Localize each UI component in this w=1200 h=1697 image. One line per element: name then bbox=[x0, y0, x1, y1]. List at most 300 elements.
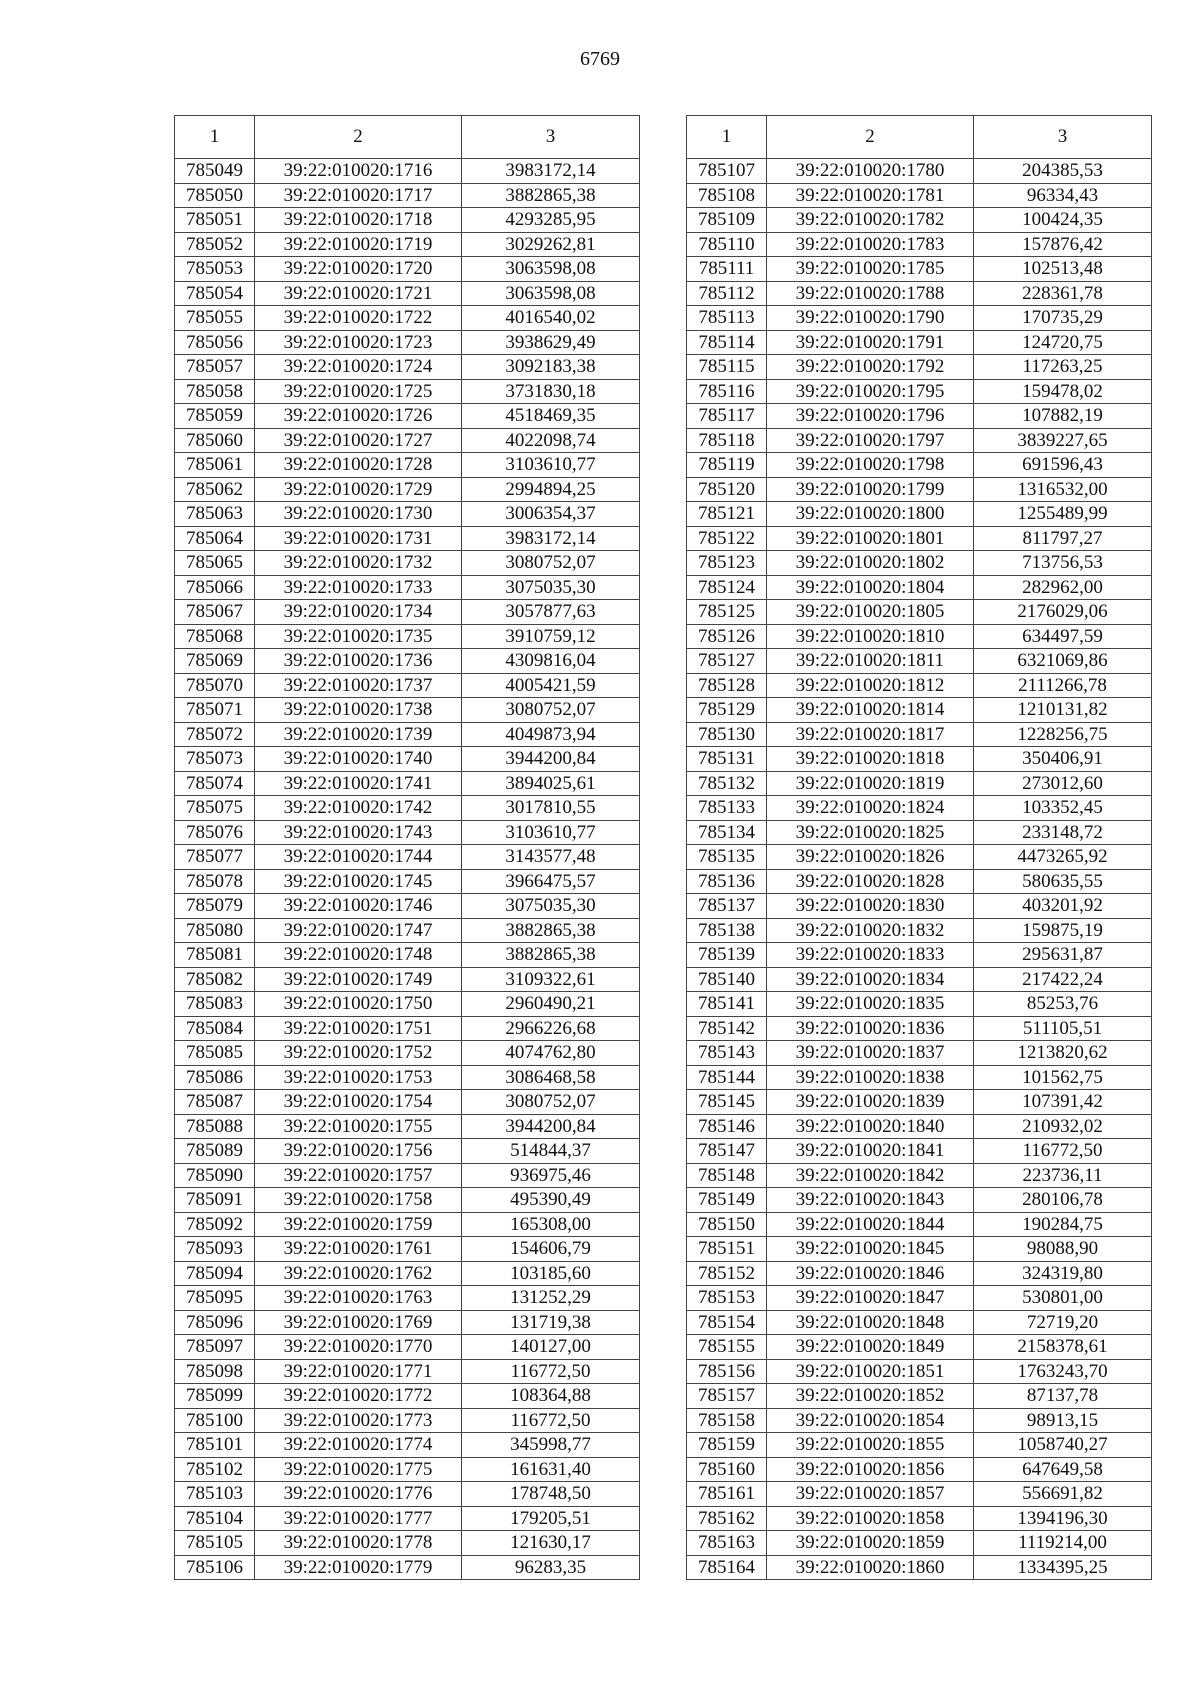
value-cell: 103185,60 bbox=[462, 1261, 640, 1286]
row-number-cell: 785161 bbox=[687, 1482, 767, 1507]
table-row bbox=[175, 967, 640, 992]
table-row bbox=[687, 1261, 1152, 1286]
cadastral-number-cell: 39:22:010020:1749 bbox=[255, 967, 462, 992]
table-row bbox=[175, 943, 640, 968]
cadastral-number-cell: 39:22:010020:1752 bbox=[255, 1041, 462, 1066]
value-cell: 1058740,27 bbox=[974, 1433, 1152, 1458]
row-number-cell: 785058 bbox=[175, 379, 255, 404]
cadastral-number-cell: 39:22:010020:1762 bbox=[255, 1261, 462, 1286]
cadastral-number-cell: 39:22:010020:1717 bbox=[255, 183, 462, 208]
cadastral-number-cell: 39:22:010020:1777 bbox=[255, 1506, 462, 1531]
value-cell: 324319,80 bbox=[974, 1261, 1152, 1286]
table-row bbox=[175, 894, 640, 919]
row-number-cell: 785121 bbox=[687, 502, 767, 527]
table-row bbox=[687, 796, 1152, 821]
row-number-cell: 785129 bbox=[687, 698, 767, 723]
table-row bbox=[175, 624, 640, 649]
row-number-cell: 785087 bbox=[175, 1090, 255, 1115]
value-cell: 165308,00 bbox=[462, 1212, 640, 1237]
cadastral-number-cell: 39:22:010020:1718 bbox=[255, 208, 462, 233]
row-number-cell: 785154 bbox=[687, 1310, 767, 1335]
table-row bbox=[175, 183, 640, 208]
cadastral-number-cell: 39:22:010020:1761 bbox=[255, 1237, 462, 1262]
row-number-cell: 785135 bbox=[687, 845, 767, 870]
value-cell: 179205,51 bbox=[462, 1506, 640, 1531]
table-row bbox=[175, 1041, 640, 1066]
table-row bbox=[175, 159, 640, 184]
row-number-cell: 785151 bbox=[687, 1237, 767, 1262]
row-number-cell: 785104 bbox=[175, 1506, 255, 1531]
table-row bbox=[175, 1237, 640, 1262]
cadastral-number-cell: 39:22:010020:1860 bbox=[767, 1555, 974, 1580]
cadastral-number-cell: 39:22:010020:1716 bbox=[255, 159, 462, 184]
value-cell: 103352,45 bbox=[974, 796, 1152, 821]
cadastral-number-cell: 39:22:010020:1796 bbox=[767, 404, 974, 429]
row-number-cell: 785123 bbox=[687, 551, 767, 576]
table-row bbox=[175, 1555, 640, 1580]
cadastral-number-cell: 39:22:010020:1779 bbox=[255, 1555, 462, 1580]
cadastral-number-cell: 39:22:010020:1759 bbox=[255, 1212, 462, 1237]
row-number-cell: 785085 bbox=[175, 1041, 255, 1066]
value-cell: 2158378,61 bbox=[974, 1335, 1152, 1360]
cadastral-number-cell: 39:22:010020:1758 bbox=[255, 1188, 462, 1213]
table-row bbox=[687, 673, 1152, 698]
row-number-cell: 785114 bbox=[687, 330, 767, 355]
cadastral-number-cell: 39:22:010020:1751 bbox=[255, 1016, 462, 1041]
row-number-cell: 785111 bbox=[687, 257, 767, 282]
table-row bbox=[175, 1286, 640, 1311]
value-cell: 96334,43 bbox=[974, 183, 1152, 208]
row-number-cell: 785131 bbox=[687, 747, 767, 772]
cadastral-number-cell: 39:22:010020:1780 bbox=[767, 159, 974, 184]
row-number-cell: 785080 bbox=[175, 918, 255, 943]
cadastral-number-cell: 39:22:010020:1775 bbox=[255, 1457, 462, 1482]
table-row bbox=[687, 1555, 1152, 1580]
cadastral-number-cell: 39:22:010020:1846 bbox=[767, 1261, 974, 1286]
row-number-cell: 785122 bbox=[687, 526, 767, 551]
value-cell: 3839227,65 bbox=[974, 428, 1152, 453]
row-number-cell: 785155 bbox=[687, 1335, 767, 1360]
value-cell: 273012,60 bbox=[974, 771, 1152, 796]
row-number-cell: 785150 bbox=[687, 1212, 767, 1237]
cadastral-number-cell: 39:22:010020:1756 bbox=[255, 1139, 462, 1164]
row-number-cell: 785056 bbox=[175, 330, 255, 355]
table-row bbox=[687, 820, 1152, 845]
value-cell: 2960490,21 bbox=[462, 992, 640, 1017]
value-cell: 4473265,92 bbox=[974, 845, 1152, 870]
row-number-cell: 785162 bbox=[687, 1506, 767, 1531]
value-cell: 154606,79 bbox=[462, 1237, 640, 1262]
value-cell: 96283,35 bbox=[462, 1555, 640, 1580]
row-number-cell: 785137 bbox=[687, 894, 767, 919]
row-number-cell: 785133 bbox=[687, 796, 767, 821]
value-cell: 98913,15 bbox=[974, 1408, 1152, 1433]
cadastral-number-cell: 39:22:010020:1843 bbox=[767, 1188, 974, 1213]
cadastral-number-cell: 39:22:010020:1795 bbox=[767, 379, 974, 404]
row-number-cell: 785128 bbox=[687, 673, 767, 698]
cadastral-number-cell: 39:22:010020:1731 bbox=[255, 526, 462, 551]
table-row bbox=[175, 820, 640, 845]
value-cell: 811797,27 bbox=[974, 526, 1152, 551]
cadastral-number-cell: 39:22:010020:1839 bbox=[767, 1090, 974, 1115]
value-cell: 3944200,84 bbox=[462, 1114, 640, 1139]
table-row bbox=[687, 1163, 1152, 1188]
table-row bbox=[175, 551, 640, 576]
cadastral-number-cell: 39:22:010020:1828 bbox=[767, 869, 974, 894]
row-number-cell: 785075 bbox=[175, 796, 255, 821]
value-cell: 131719,38 bbox=[462, 1310, 640, 1335]
table-row bbox=[687, 771, 1152, 796]
table-row bbox=[175, 1457, 640, 1482]
value-cell: 170735,29 bbox=[974, 306, 1152, 331]
cadastral-number-cell: 39:22:010020:1755 bbox=[255, 1114, 462, 1139]
row-number-cell: 785112 bbox=[687, 281, 767, 306]
table-row bbox=[175, 992, 640, 1017]
value-cell: 3006354,37 bbox=[462, 502, 640, 527]
table-row bbox=[687, 159, 1152, 184]
value-cell: 1213820,62 bbox=[974, 1041, 1152, 1066]
cadastral-number-cell: 39:22:010020:1788 bbox=[767, 281, 974, 306]
value-cell: 2994894,25 bbox=[462, 477, 640, 502]
cadastral-number-cell: 39:22:010020:1733 bbox=[255, 575, 462, 600]
value-cell: 713756,53 bbox=[974, 551, 1152, 576]
value-cell: 3910759,12 bbox=[462, 624, 640, 649]
table-row bbox=[175, 673, 640, 698]
value-cell: 350406,91 bbox=[974, 747, 1152, 772]
row-number-cell: 785126 bbox=[687, 624, 767, 649]
value-cell: 1210131,82 bbox=[974, 698, 1152, 723]
cadastral-number-cell: 39:22:010020:1856 bbox=[767, 1457, 974, 1482]
cadastral-number-cell: 39:22:010020:1849 bbox=[767, 1335, 974, 1360]
table-row bbox=[687, 992, 1152, 1017]
value-cell: 6321069,86 bbox=[974, 649, 1152, 674]
table-row bbox=[175, 502, 640, 527]
row-number-cell: 785146 bbox=[687, 1114, 767, 1139]
cadastral-number-cell: 39:22:010020:1754 bbox=[255, 1090, 462, 1115]
row-number-cell: 785120 bbox=[687, 477, 767, 502]
row-number-cell: 785068 bbox=[175, 624, 255, 649]
row-number-cell: 785115 bbox=[687, 355, 767, 380]
table-row bbox=[175, 1261, 640, 1286]
row-number-cell: 785081 bbox=[175, 943, 255, 968]
row-number-cell: 785076 bbox=[175, 820, 255, 845]
table-row bbox=[175, 796, 640, 821]
value-cell: 4518469,35 bbox=[462, 404, 640, 429]
value-cell: 3944200,84 bbox=[462, 747, 640, 772]
table-row bbox=[687, 1359, 1152, 1384]
cadastral-number-cell: 39:22:010020:1734 bbox=[255, 600, 462, 625]
value-cell: 3092183,38 bbox=[462, 355, 640, 380]
row-number-cell: 785100 bbox=[175, 1408, 255, 1433]
row-number-cell: 785101 bbox=[175, 1433, 255, 1458]
value-cell: 178748,50 bbox=[462, 1482, 640, 1507]
value-cell: 580635,55 bbox=[974, 869, 1152, 894]
row-number-cell: 785149 bbox=[687, 1188, 767, 1213]
row-number-cell: 785103 bbox=[175, 1482, 255, 1507]
row-number-cell: 785051 bbox=[175, 208, 255, 233]
value-cell: 4016540,02 bbox=[462, 306, 640, 331]
table-header-row bbox=[175, 116, 640, 159]
cadastral-number-cell: 39:22:010020:1771 bbox=[255, 1359, 462, 1384]
row-number-cell: 785140 bbox=[687, 967, 767, 992]
row-number-cell: 785077 bbox=[175, 845, 255, 870]
table-row bbox=[687, 1139, 1152, 1164]
table-row bbox=[175, 918, 640, 943]
right-table-body bbox=[687, 159, 1152, 1580]
cadastral-number-cell: 39:22:010020:1782 bbox=[767, 208, 974, 233]
table-row bbox=[687, 1016, 1152, 1041]
value-cell: 403201,92 bbox=[974, 894, 1152, 919]
cadastral-number-cell: 39:22:010020:1747 bbox=[255, 918, 462, 943]
value-cell: 107882,19 bbox=[974, 404, 1152, 429]
value-cell: 3103610,77 bbox=[462, 820, 640, 845]
table-row bbox=[687, 183, 1152, 208]
table-row bbox=[175, 355, 640, 380]
row-number-cell: 785132 bbox=[687, 771, 767, 796]
table-row bbox=[175, 575, 640, 600]
cadastral-number-cell: 39:22:010020:1837 bbox=[767, 1041, 974, 1066]
cadastral-number-cell: 39:22:010020:1746 bbox=[255, 894, 462, 919]
cadastral-number-cell: 39:22:010020:1781 bbox=[767, 183, 974, 208]
table-row bbox=[687, 722, 1152, 747]
table-row bbox=[175, 600, 640, 625]
table-row bbox=[175, 845, 640, 870]
cadastral-number-cell: 39:22:010020:1801 bbox=[767, 526, 974, 551]
table-row bbox=[687, 330, 1152, 355]
cadastral-number-cell: 39:22:010020:1750 bbox=[255, 992, 462, 1017]
value-cell: 116772,50 bbox=[974, 1139, 1152, 1164]
row-number-cell: 785083 bbox=[175, 992, 255, 1017]
cadastral-number-cell: 39:22:010020:1739 bbox=[255, 722, 462, 747]
value-cell: 3882865,38 bbox=[462, 183, 640, 208]
row-number-cell: 785153 bbox=[687, 1286, 767, 1311]
table-row bbox=[687, 1408, 1152, 1433]
table-row bbox=[175, 1310, 640, 1335]
value-cell: 102513,48 bbox=[974, 257, 1152, 282]
row-number-cell: 785148 bbox=[687, 1163, 767, 1188]
row-number-cell: 785094 bbox=[175, 1261, 255, 1286]
cadastral-number-cell: 39:22:010020:1819 bbox=[767, 771, 974, 796]
table-row bbox=[687, 1310, 1152, 1335]
row-number-cell: 785073 bbox=[175, 747, 255, 772]
cadastral-number-cell: 39:22:010020:1763 bbox=[255, 1286, 462, 1311]
value-cell: 159478,02 bbox=[974, 379, 1152, 404]
value-cell: 691596,43 bbox=[974, 453, 1152, 478]
table-row bbox=[687, 1065, 1152, 1090]
cadastral-number-cell: 39:22:010020:1847 bbox=[767, 1286, 974, 1311]
table-row bbox=[175, 869, 640, 894]
row-number-cell: 785105 bbox=[175, 1531, 255, 1556]
cadastral-number-cell: 39:22:010020:1805 bbox=[767, 600, 974, 625]
cadastral-number-cell: 39:22:010020:1802 bbox=[767, 551, 974, 576]
value-cell: 3086468,58 bbox=[462, 1065, 640, 1090]
value-cell: 3109322,61 bbox=[462, 967, 640, 992]
table-row bbox=[175, 477, 640, 502]
cadastral-number-cell: 39:22:010020:1804 bbox=[767, 575, 974, 600]
row-number-cell: 785059 bbox=[175, 404, 255, 429]
cadastral-number-cell: 39:22:010020:1840 bbox=[767, 1114, 974, 1139]
cadastral-number-cell: 39:22:010020:1836 bbox=[767, 1016, 974, 1041]
cadastral-number-cell: 39:22:010020:1772 bbox=[255, 1384, 462, 1409]
value-cell: 556691,82 bbox=[974, 1482, 1152, 1507]
value-cell: 131252,29 bbox=[462, 1286, 640, 1311]
value-cell: 3143577,48 bbox=[462, 845, 640, 870]
table-row bbox=[175, 1433, 640, 1458]
table-row bbox=[175, 1139, 640, 1164]
row-number-cell: 785065 bbox=[175, 551, 255, 576]
table-row bbox=[687, 600, 1152, 625]
cadastral-number-cell: 39:22:010020:1824 bbox=[767, 796, 974, 821]
value-cell: 3983172,14 bbox=[462, 526, 640, 551]
table-row bbox=[687, 649, 1152, 674]
table-row bbox=[175, 1090, 640, 1115]
cadastral-number-cell: 39:22:010020:1721 bbox=[255, 281, 462, 306]
value-cell: 4074762,80 bbox=[462, 1041, 640, 1066]
value-cell: 100424,35 bbox=[974, 208, 1152, 233]
row-number-cell: 785060 bbox=[175, 428, 255, 453]
row-number-cell: 785092 bbox=[175, 1212, 255, 1237]
value-cell: 4022098,74 bbox=[462, 428, 640, 453]
row-number-cell: 785062 bbox=[175, 477, 255, 502]
value-cell: 108364,88 bbox=[462, 1384, 640, 1409]
value-cell: 936975,46 bbox=[462, 1163, 640, 1188]
table-row bbox=[687, 698, 1152, 723]
cadastral-number-cell: 39:22:010020:1833 bbox=[767, 943, 974, 968]
cadastral-number-cell: 39:22:010020:1848 bbox=[767, 1310, 974, 1335]
cadastral-number-cell: 39:22:010020:1757 bbox=[255, 1163, 462, 1188]
row-number-cell: 785136 bbox=[687, 869, 767, 894]
value-cell: 4293285,95 bbox=[462, 208, 640, 233]
table-row bbox=[175, 526, 640, 551]
value-cell: 204385,53 bbox=[974, 159, 1152, 184]
table-row bbox=[175, 1384, 640, 1409]
cadastral-number-cell: 39:22:010020:1790 bbox=[767, 306, 974, 331]
value-cell: 3983172,14 bbox=[462, 159, 640, 184]
cadastral-number-cell: 39:22:010020:1770 bbox=[255, 1335, 462, 1360]
row-number-cell: 785142 bbox=[687, 1016, 767, 1041]
value-cell: 107391,42 bbox=[974, 1090, 1152, 1115]
table-header-row bbox=[687, 116, 1152, 159]
table-row bbox=[175, 404, 640, 429]
table-row bbox=[175, 1335, 640, 1360]
value-cell: 295631,87 bbox=[974, 943, 1152, 968]
row-number-cell: 785143 bbox=[687, 1041, 767, 1066]
table-row bbox=[175, 257, 640, 282]
table-row bbox=[175, 771, 640, 796]
row-number-cell: 785096 bbox=[175, 1310, 255, 1335]
value-cell: 3063598,08 bbox=[462, 257, 640, 282]
value-cell: 3063598,08 bbox=[462, 281, 640, 306]
table-row bbox=[175, 379, 640, 404]
value-cell: 116772,50 bbox=[462, 1408, 640, 1433]
value-cell: 282962,00 bbox=[974, 575, 1152, 600]
row-number-cell: 785098 bbox=[175, 1359, 255, 1384]
page-number: 6769 bbox=[580, 48, 620, 70]
cadastral-number-cell: 39:22:010020:1724 bbox=[255, 355, 462, 380]
table-row bbox=[175, 649, 640, 674]
value-cell: 3075035,30 bbox=[462, 894, 640, 919]
row-number-cell: 785110 bbox=[687, 232, 767, 257]
row-number-cell: 785072 bbox=[175, 722, 255, 747]
cadastral-number-cell: 39:22:010020:1800 bbox=[767, 502, 974, 527]
table-row bbox=[687, 526, 1152, 551]
table-row bbox=[687, 281, 1152, 306]
value-cell: 116772,50 bbox=[462, 1359, 640, 1384]
value-cell: 634497,59 bbox=[974, 624, 1152, 649]
column-header: 2 bbox=[255, 116, 462, 159]
cadastral-number-cell: 39:22:010020:1838 bbox=[767, 1065, 974, 1090]
row-number-cell: 785067 bbox=[175, 600, 255, 625]
value-cell: 1316532,00 bbox=[974, 477, 1152, 502]
table-row bbox=[175, 1163, 640, 1188]
table-row bbox=[175, 281, 640, 306]
cadastral-number-cell: 39:22:010020:1791 bbox=[767, 330, 974, 355]
cadastral-number-cell: 39:22:010020:1741 bbox=[255, 771, 462, 796]
cadastral-number-cell: 39:22:010020:1725 bbox=[255, 379, 462, 404]
left-table-body bbox=[175, 159, 640, 1580]
row-number-cell: 785091 bbox=[175, 1188, 255, 1213]
value-cell: 280106,78 bbox=[974, 1188, 1152, 1213]
value-cell: 1119214,00 bbox=[974, 1531, 1152, 1556]
row-number-cell: 785160 bbox=[687, 1457, 767, 1482]
table-row bbox=[175, 698, 640, 723]
table-row bbox=[687, 1188, 1152, 1213]
cadastral-number-cell: 39:22:010020:1776 bbox=[255, 1482, 462, 1507]
cadastral-number-cell: 39:22:010020:1735 bbox=[255, 624, 462, 649]
value-cell: 3731830,18 bbox=[462, 379, 640, 404]
table-row bbox=[687, 869, 1152, 894]
cadastral-number-cell: 39:22:010020:1769 bbox=[255, 1310, 462, 1335]
cadastral-number-cell: 39:22:010020:1743 bbox=[255, 820, 462, 845]
value-cell: 101562,75 bbox=[974, 1065, 1152, 1090]
cadastral-number-cell: 39:22:010020:1774 bbox=[255, 1433, 462, 1458]
cadastral-number-cell: 39:22:010020:1745 bbox=[255, 869, 462, 894]
table-row bbox=[687, 747, 1152, 772]
row-number-cell: 785052 bbox=[175, 232, 255, 257]
cadastral-number-cell: 39:22:010020:1842 bbox=[767, 1163, 974, 1188]
table-row bbox=[687, 306, 1152, 331]
cadastral-number-cell: 39:22:010020:1722 bbox=[255, 306, 462, 331]
row-number-cell: 785086 bbox=[175, 1065, 255, 1090]
table-row bbox=[175, 330, 640, 355]
table-row bbox=[687, 232, 1152, 257]
table-row bbox=[687, 404, 1152, 429]
value-cell: 157876,42 bbox=[974, 232, 1152, 257]
value-cell: 3017810,55 bbox=[462, 796, 640, 821]
table-row bbox=[687, 1286, 1152, 1311]
cadastral-number-cell: 39:22:010020:1830 bbox=[767, 894, 974, 919]
row-number-cell: 785116 bbox=[687, 379, 767, 404]
cadastral-number-cell: 39:22:010020:1727 bbox=[255, 428, 462, 453]
value-cell: 3938629,49 bbox=[462, 330, 640, 355]
table-row bbox=[175, 722, 640, 747]
table-row bbox=[687, 1335, 1152, 1360]
table-row bbox=[687, 894, 1152, 919]
row-number-cell: 785107 bbox=[687, 159, 767, 184]
value-cell: 233148,72 bbox=[974, 820, 1152, 845]
table-row bbox=[687, 1482, 1152, 1507]
cadastral-number-cell: 39:22:010020:1799 bbox=[767, 477, 974, 502]
table-row bbox=[175, 1408, 640, 1433]
cadastral-number-cell: 39:22:010020:1792 bbox=[767, 355, 974, 380]
value-cell: 3882865,38 bbox=[462, 918, 640, 943]
cadastral-number-cell: 39:22:010020:1855 bbox=[767, 1433, 974, 1458]
row-number-cell: 785049 bbox=[175, 159, 255, 184]
table-row bbox=[175, 1482, 640, 1507]
table-row bbox=[687, 1090, 1152, 1115]
value-cell: 345998,77 bbox=[462, 1433, 640, 1458]
table-row bbox=[687, 428, 1152, 453]
